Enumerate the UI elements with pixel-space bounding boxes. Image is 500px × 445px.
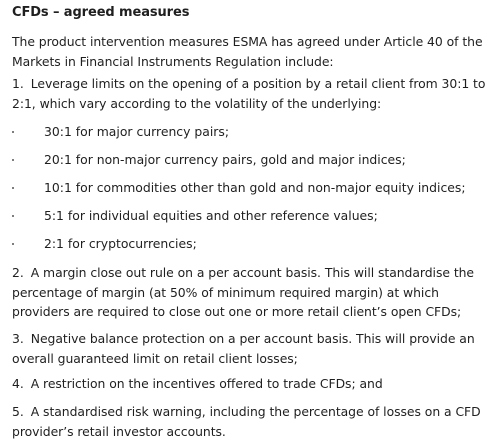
bullet-text: 10:1 for commodities other than gold and non-major equity indices; bbox=[44, 180, 466, 195]
list-item-text: Leverage limits on the opening of a position by a retail client from 30:1 to 2:1, which vary according to the volatility of the underlying: bbox=[12, 76, 486, 111]
intro-paragraph: The product intervention measures ESMA has agreed under Article 40 of the Markets in Financial Instruments Regulation include: bbox=[12, 34, 483, 69]
bullet-text: 5:1 for individual equities and other reference values; bbox=[44, 208, 378, 223]
bullet-icon bbox=[12, 243, 14, 245]
list-item-5 bbox=[12, 402, 496, 441]
list-item-number: 3. bbox=[12, 331, 24, 346]
list-item-1 bbox=[12, 74, 496, 113]
list-item-text: A restriction on the incentives offered to trade CFDs; and bbox=[30, 376, 383, 391]
section-heading: CFDs – agreed measures bbox=[12, 5, 190, 20]
bullet-text: 20:1 for non-major currency pairs, gold and major indices; bbox=[44, 152, 406, 167]
list-item-number: 2. bbox=[12, 265, 24, 280]
list-item-2 bbox=[12, 263, 496, 322]
list-item-4 bbox=[12, 374, 496, 394]
bullet-text: 2:1 for cryptocurrencies; bbox=[44, 236, 197, 251]
list-item-3 bbox=[12, 329, 496, 368]
bullet-icon bbox=[12, 159, 14, 161]
bullet-text: 30:1 for major currency pairs; bbox=[44, 124, 230, 139]
list-item-number: 5. bbox=[12, 404, 24, 419]
list-item-text: A standardised risk warning, including the percentage of losses on a CFD provider’s retail investor accounts. bbox=[12, 404, 481, 439]
list-item-text: Negative balance protection on a per account basis. This will provide an overall guaranteed limit on retail client losses; bbox=[12, 331, 475, 366]
list-item-text: A margin close out rule on a per account basis. This will standardise the percentage of margin (at 50% of minimum required margin) at which providers are required to close out one or more retail client’s open CFDs; bbox=[12, 265, 475, 319]
list-item-number: 1. bbox=[12, 76, 24, 91]
bullet-icon bbox=[12, 131, 14, 133]
list-item-number: 4. bbox=[12, 376, 24, 391]
bullet-icon bbox=[12, 187, 14, 189]
bullet-icon bbox=[12, 215, 14, 217]
